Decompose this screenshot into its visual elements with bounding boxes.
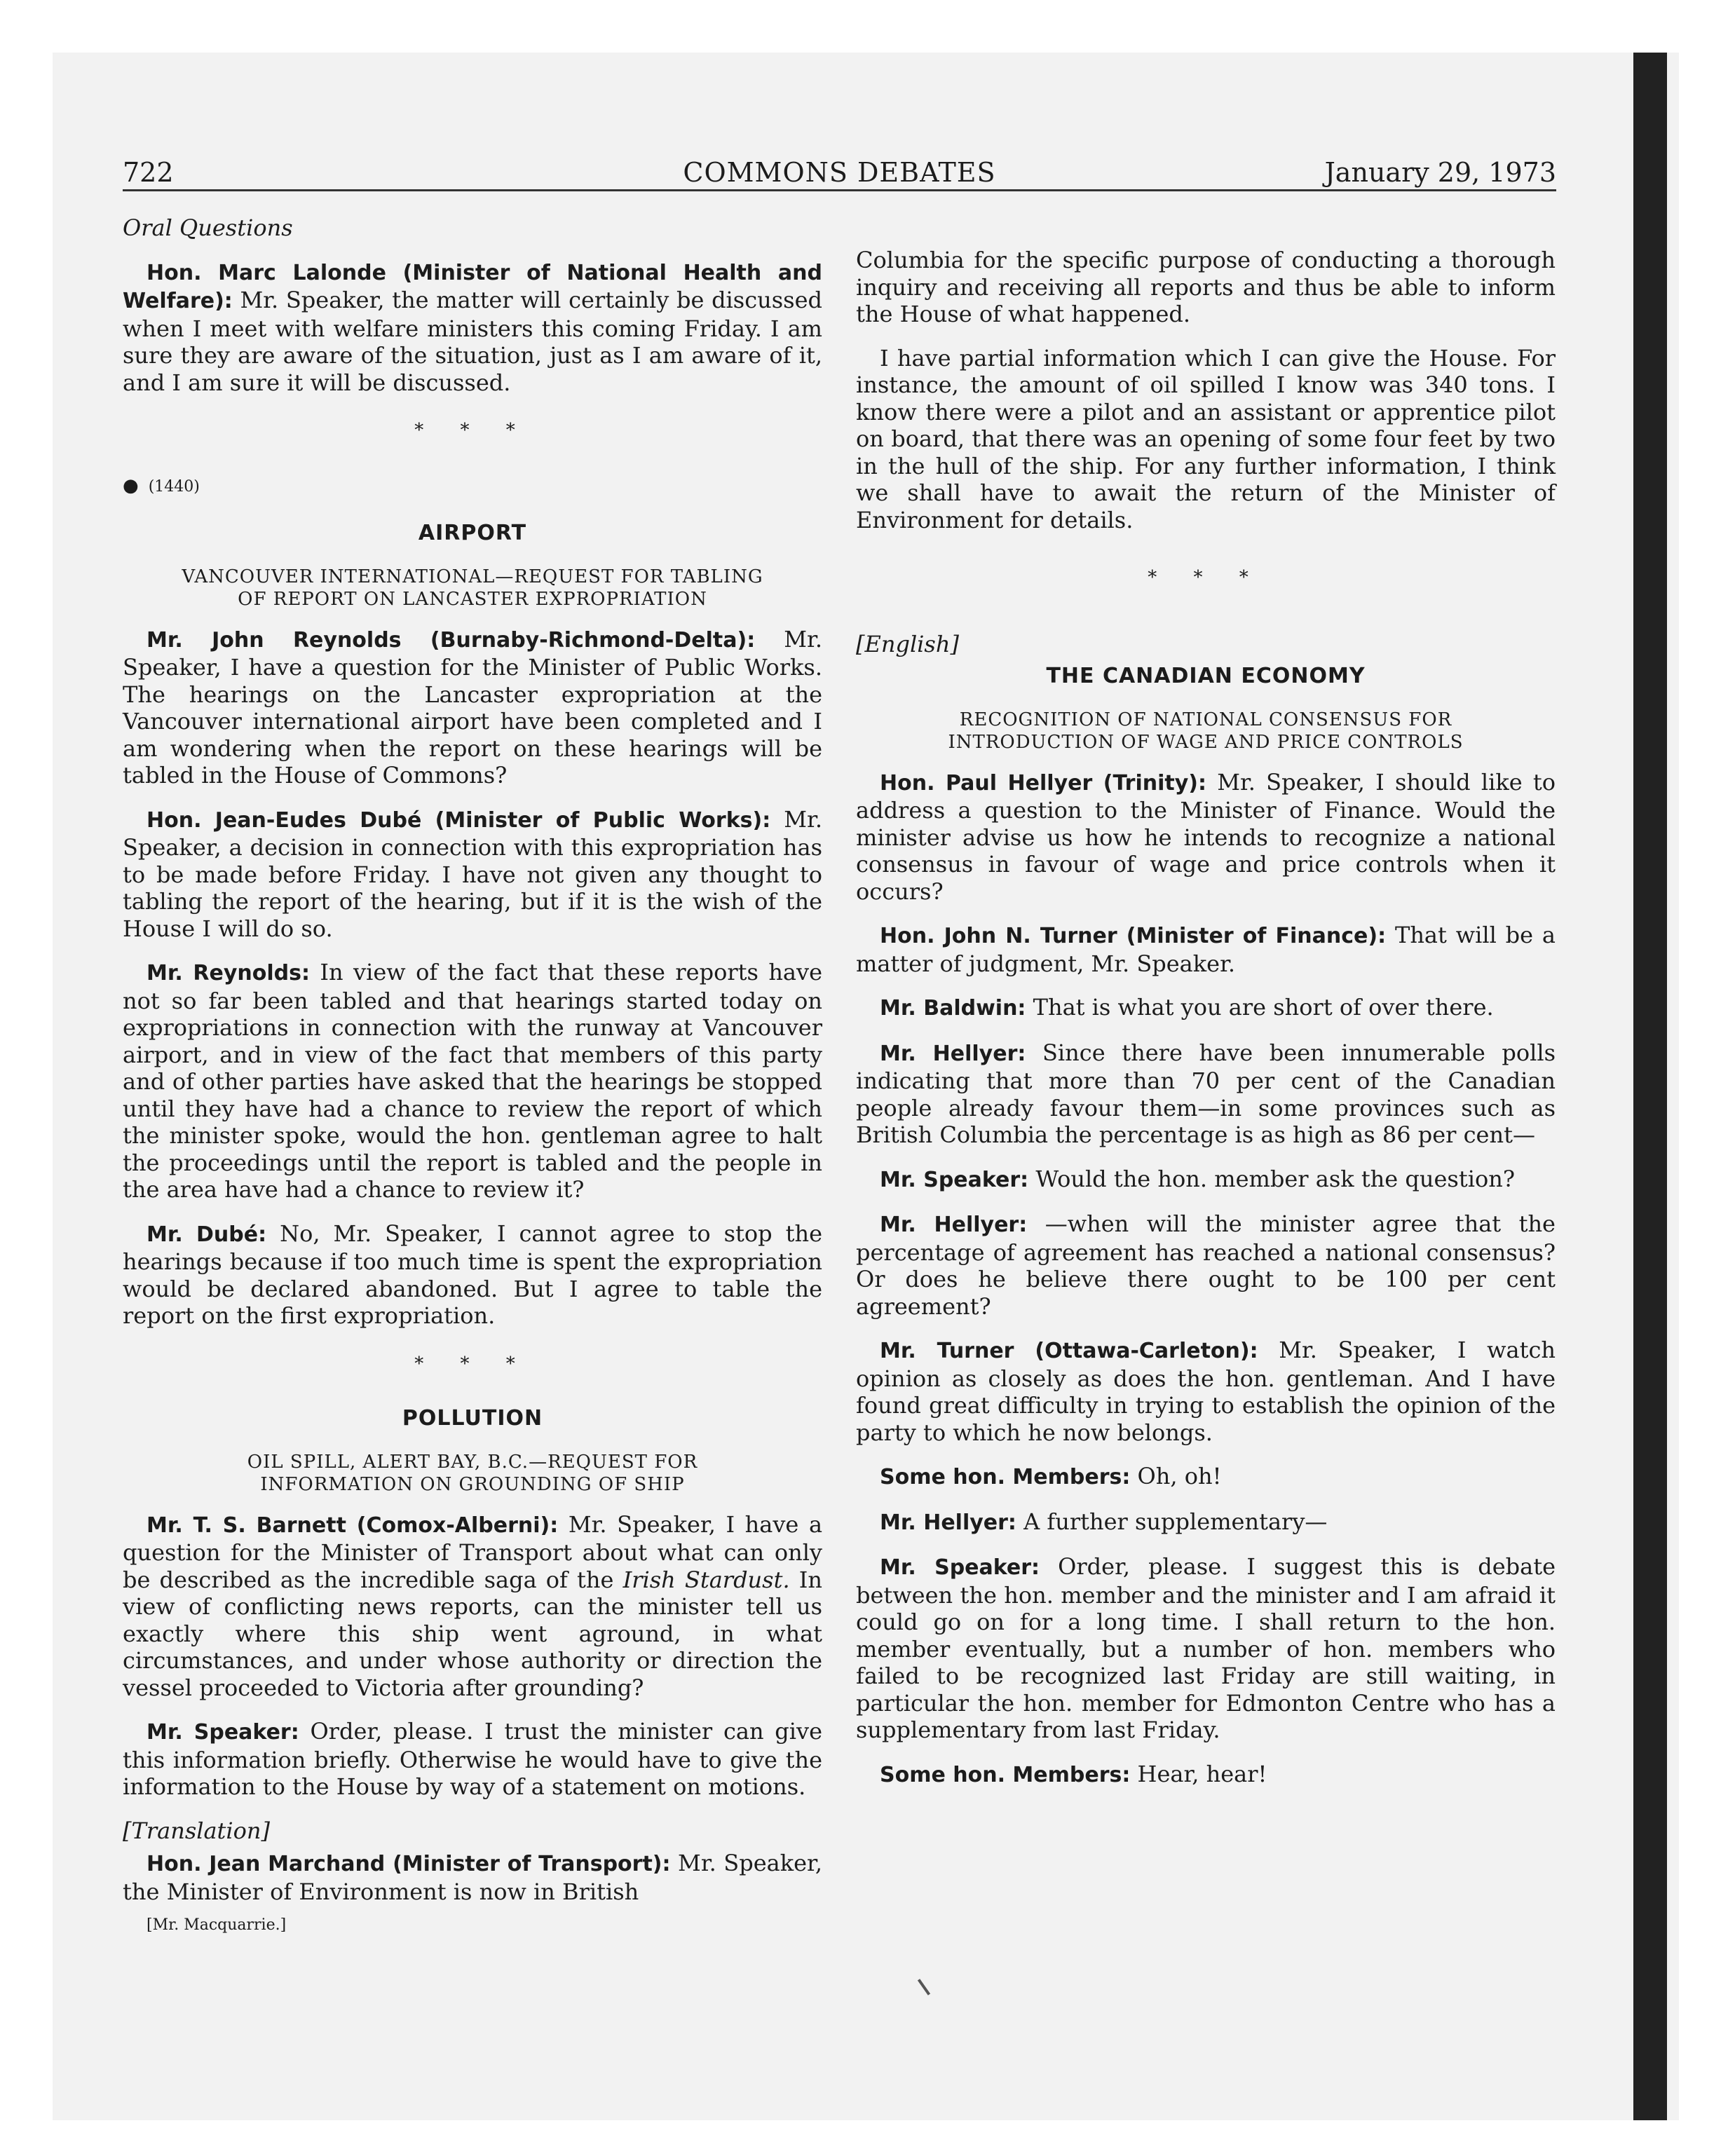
subheading-line: INFORMATION ON GROUNDING OF SHIP — [260, 1473, 685, 1495]
publication-title: COMMONS DEBATES — [683, 157, 996, 188]
subheading-line: OIL SPILL, ALERT BAY, B.C.—REQUEST FOR — [247, 1451, 698, 1473]
statement-text: Mr. Speaker, I watch opinion as closely as does the hon. gentleman. And I have found great difficulty in trying to establish the opinion of the party to which he now belongs. — [856, 1337, 1556, 1446]
time-marker-text: (1440) — [148, 477, 200, 496]
subheading-line: VANCOUVER INTERNATIONAL—REQUEST FOR TABLING — [182, 566, 763, 587]
time-marker — [123, 472, 822, 501]
ship-name: Irish Stardust. — [622, 1566, 790, 1593]
section-label: Oral Questions — [123, 214, 293, 241]
section-subheading-airport — [123, 566, 822, 610]
statement-text: No, Mr. Speaker, I cannot agree to stop the hearings because if too much time is spent the expropriation would be declared abandoned. But I agree to table the report on the first expropriation. — [123, 1220, 823, 1329]
statement-baldwin — [856, 994, 1556, 1023]
statement-text: In view of conflicting news reports, can the minister tell us exactly where this ship went aground, in what circumstances, and under whose authority or direction the vessel proceeded to Victoria after grounding? — [123, 1566, 823, 1701]
statement-text: Mr. Speaker, the Minister of Environment is now in British — [123, 1850, 822, 1905]
speaker-name: Mr. Dubé: — [147, 1222, 267, 1247]
statement-hellyer-3 — [856, 1210, 1556, 1320]
speaker-name: Mr. Speaker: — [880, 1167, 1029, 1192]
scan-edge-bar — [1633, 53, 1667, 2120]
statement-text: Mr. Speaker, the matter will certainly be discussed when I meet with welfare ministers this coming Friday. I am sure they are aware of the situation, just as I am aware of it, and I am sure it will be discussed. — [123, 287, 823, 396]
statement-speaker-2 — [856, 1166, 1556, 1194]
section-heading-economy: THE CANADIAN ECONOMY — [1046, 664, 1366, 688]
statement-marchand-continued: Columbia for the specific purpose of conducting a thorough inquiry and receiving all reports and thus be able to inform the House of what happened. — [856, 247, 1556, 327]
speaker-name: Mr. Hellyer: — [880, 1041, 1026, 1066]
statement-hellyer-2 — [856, 1039, 1556, 1149]
subheading-line: RECOGNITION OF NATIONAL CONSENSUS FOR — [959, 709, 1452, 730]
speaker-name: Hon. John N. Turner (Minister of Finance): — [880, 924, 1387, 948]
statement-reynolds-1 — [123, 626, 822, 789]
statement-speaker-1 — [123, 1718, 822, 1801]
statement-text: Mr. Speaker, I have a question for the Minister of Transport about what can only be described as the incredible saga of the — [123, 1510, 823, 1593]
statement-dube-2 — [123, 1220, 822, 1330]
speaker-name: Hon. Marc Lalonde (Minister of National Health and Welfare): — [123, 260, 822, 313]
statement-text: Since there have been innumerable polls indicating that more than 70 per cent of the Canadian people already favour them—in some provinces such as British Columbia the percentage is as high as 86 per cent— — [856, 1039, 1556, 1148]
statement-marchand — [123, 1850, 822, 1905]
page-number: 722 — [123, 157, 174, 188]
statement-turner-1 — [856, 922, 1556, 977]
statement-text: Mr. Speaker, a decision in connection with this expropriation has to be made before Friday. I have not given any thought to tabling the report of the hearing, but if it is the wish of the House I will do so. — [123, 805, 822, 942]
statement-barnett — [123, 1511, 822, 1702]
section-heading-pollution: POLLUTION — [402, 1406, 543, 1431]
statement-reynolds-2 — [123, 959, 822, 1203]
statement-hellyer-4 — [856, 1508, 1556, 1537]
right-column — [856, 247, 1556, 1806]
statement-text: Mr. Speaker, I have a question for the Minister of Public Works. The hearings on the Lancaster expropriation at the Vancouver international airport have been completed and I am wondering when the report on these hearings will be tabled in the House of Commons? — [123, 625, 822, 789]
statement-text: A further supplementary— — [1023, 1508, 1328, 1535]
statement-text: That will be a matter of judgment, Mr. Speaker. — [856, 922, 1556, 977]
subheading-line: INTRODUCTION OF WAGE AND PRICE CONTROLS — [948, 731, 1464, 753]
section-subheading-pollution — [123, 1451, 822, 1496]
bullet-icon: ● — [123, 475, 139, 496]
speaker-name: Hon. Jean-Eudes Dubé (Minister of Public Works): — [147, 807, 771, 833]
statement-text: In view of the fact that these reports have not so far been tabled and that hearings started today on expropriations in connection with the runway at Vancouver airport, and in view of the fact that members of this party and of other parties have asked that the hearings be stopped until they have had a chance to review the report of which the minister spoke, would the hon. gentleman agree to halt the proceedings until the report is tabled and the people in the area have had a chance to review it? — [123, 959, 823, 1203]
statement-members-2 — [856, 1761, 1556, 1789]
statement-text: Order, please. I trust the minister can give this information briefly. Otherwise he would have to give the information to the House by way of a statement on motions. — [123, 1718, 823, 1800]
speaker-name: Hon. Jean Marchand (Minister of Transport): — [147, 1852, 671, 1876]
language-marker: [English] — [856, 630, 959, 657]
publication-date: January 29, 1973 — [1324, 157, 1556, 188]
statement-text: I have partial information which I can give the House. For instance, the amount of oil spilled I know was 340 tons. I know there were a pilot and an assistant or apprentice pilot on board, that there was an opening of some four feet by two in the hull of the ship. For any further information, I think we shall have to await the return of the Minister of Environment for details. — [856, 344, 1556, 533]
statement-text: Hear, hear! — [1137, 1760, 1267, 1787]
speaker-name: Mr. Hellyer: — [880, 1510, 1016, 1535]
speaker-name: Mr. Speaker: — [880, 1555, 1040, 1580]
speaker-name: Mr. Turner (Ottawa-Carleton): — [880, 1339, 1258, 1363]
speaker-name: Hon. Paul Hellyer (Trinity): — [880, 770, 1206, 796]
statement-hellyer-1 — [856, 769, 1556, 906]
section-separator: * * * — [1148, 567, 1264, 588]
statement-text: Mr. Speaker, I should like to address a question to the Minister of Finance. Would the minister advise us how he intends to recognize a national consensus in favour of wage and price controls when it occurs? — [856, 768, 1556, 905]
statement-text: Order, please. I suggest this is debate between the hon. member and the minister and I am afraid it could go on for a long time. I shall return to the hon. member eventually, but a number of hon. members who failed to be recognized last Friday are still waiting, in particular the hon. member for Edmonton Centre who has a supplementary from last Friday. — [856, 1553, 1556, 1743]
statement-speaker-3 — [856, 1553, 1556, 1744]
section-subheading-economy — [856, 709, 1556, 753]
speaker-name: Mr. T. S. Barnett (Comox-Alberni): — [147, 1513, 559, 1538]
language-marker: [Translation] — [123, 1817, 270, 1844]
statement-marchand-continued-2 — [856, 345, 1556, 534]
statement-members-1 — [856, 1463, 1556, 1492]
speaker-name: Mr. John Reynolds (Burnaby-Richmond-Delta): — [147, 627, 756, 653]
statement-text: —when will the minister agree that the percentage of agreement has reached a national consensus? Or does he believe there ought to be 100 per cent agreement? — [856, 1210, 1556, 1320]
statement-lalonde — [123, 259, 822, 397]
page-header — [123, 157, 1556, 191]
section-separator: * * * — [414, 1353, 531, 1374]
section-separator: * * * — [414, 420, 531, 441]
statement-turner-2 — [856, 1337, 1556, 1446]
speaker-name: Mr. Baldwin: — [880, 996, 1026, 1021]
statement-text: That is what you are short of over there. — [1033, 994, 1494, 1021]
speaker-name: Some hon. Members: — [880, 1465, 1131, 1489]
section-heading-airport: AIRPORT — [418, 521, 527, 545]
speaker-name: Mr. Speaker: — [147, 1720, 299, 1745]
subheading-line: OF REPORT ON LANCASTER EXPROPRIATION — [238, 588, 707, 610]
page-footer-note: [Mr. Macquarrie.] — [147, 1916, 287, 1934]
statement-text: Oh, oh! — [1137, 1463, 1222, 1489]
speaker-name: Mr. Reynolds: — [147, 961, 311, 985]
statement-text: Would the hon. member ask the question? — [1035, 1165, 1515, 1192]
speaker-name: Mr. Hellyer: — [880, 1213, 1028, 1237]
statement-dube-1 — [123, 806, 822, 943]
speaker-name: Some hon. Members: — [880, 1762, 1131, 1787]
left-column — [123, 214, 822, 1939]
